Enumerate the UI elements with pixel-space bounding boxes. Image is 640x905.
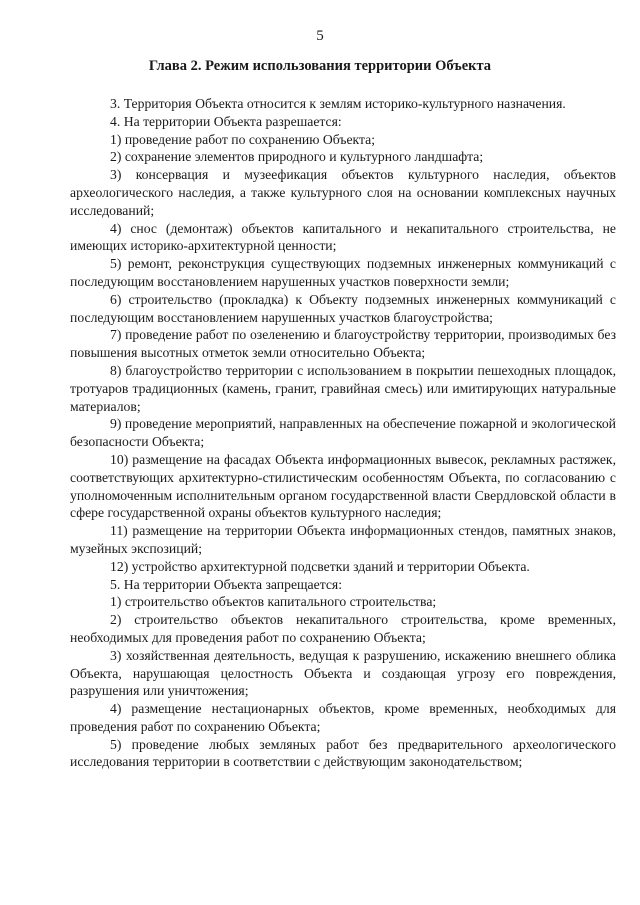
allowed-item-8: 8) благоустройство территории с использованием в покрытии пешеходных площадок, тротуаров традиционных (камень, гранит, гравийная смесь) или имитирующих натуральные материалов; — [70, 362, 616, 414]
allowed-item-2: 2) сохранение элементов природного и культурного ландшафта; — [110, 149, 484, 165]
prohibited-item-5: 5) проведение любых земляных работ без предварительного археологического исследования территории в соответствии с действующим законодательством; — [70, 736, 616, 770]
allowed-item-3: 3) консервация и музеефикация объектов культурного наследия, объектов археологического наследия, а также культурного слоя на основании комплексных научных исследований; — [70, 167, 616, 218]
page-number: 5 — [316, 28, 324, 44]
chapter-title: Глава 2. Режим использования территории Объекта — [148, 58, 492, 74]
allowed-item-6: 6) строительство (прокладка) к Объекту подземных инженерных коммуникаций с последующим восстановлением нарушенных участков благоустройства; — [70, 291, 616, 325]
prohibited-item-2: 2) строительство объектов некапитального строительства, кроме временных, необходимых для проведения работ по сохранению Объекта; — [70, 612, 616, 645]
paragraph-5: 5. На территории Объекта запрещается: — [110, 576, 343, 592]
allowed-item-12: 12) устройство архитектурной подсветки зданий и территории Объекта. — [110, 558, 530, 574]
allowed-item-1: 1) проведение работ по сохранению Объекта; — [110, 131, 376, 147]
prohibited-item-3: 3) хозяйственная деятельность, ведущая к разрушению, искажению внешнего облика Объекта, нарушающая целостность Объекта и создающая угрозу его повреждения, разрушения или уничтожения; — [70, 647, 616, 699]
allowed-item-5: 5) ремонт, реконструкция существующих подземных инженерных коммуникаций с последующим восстановлением нарушенных участков поверхности земли; — [70, 256, 616, 289]
allowed-item-9: 9) проведение мероприятий, направленных на обеспечение пожарной и экологической безопасности Объекта; — [70, 416, 616, 450]
prohibited-item-4: 4) размещение нестационарных объектов, кроме временных, необходимых для проведения работ по сохранению Объекта; — [70, 701, 616, 734]
prohibited-item-1: 1) строительство объектов капитального строительства; — [110, 594, 437, 610]
paragraph-4: 4. На территории Объекта разрешается: — [110, 113, 342, 129]
allowed-item-10: 10) размещение на фасадах Объекта информационных вывесок, рекламных растяжек, соответствующих архитектурно-стилистическим особенностям Объекта, по согласованию с уполномоченным исполнительным органом государственной власти Свердловской области в сфере государственной охраны объектов культурного наследия; — [70, 451, 616, 521]
allowed-item-11: 11) размещение на территории Объекта информационных стендов, памятных знаков, музейных экспозиций; — [70, 523, 616, 556]
paragraph-3: 3. Территория Объекта относится к землям историко-культурного назначения. — [110, 96, 566, 111]
allowed-item-4: 4) снос (демонтаж) объектов капитального и некапитального строительства, не имеющих историко-архитектурной ценности; — [70, 220, 616, 254]
document-body — [70, 95, 616, 771]
allowed-item-7: 7) проведение работ по озеленению и благоустройству территории, производимых без повышения высотных отметок земли относительно Объекта; — [70, 327, 616, 361]
